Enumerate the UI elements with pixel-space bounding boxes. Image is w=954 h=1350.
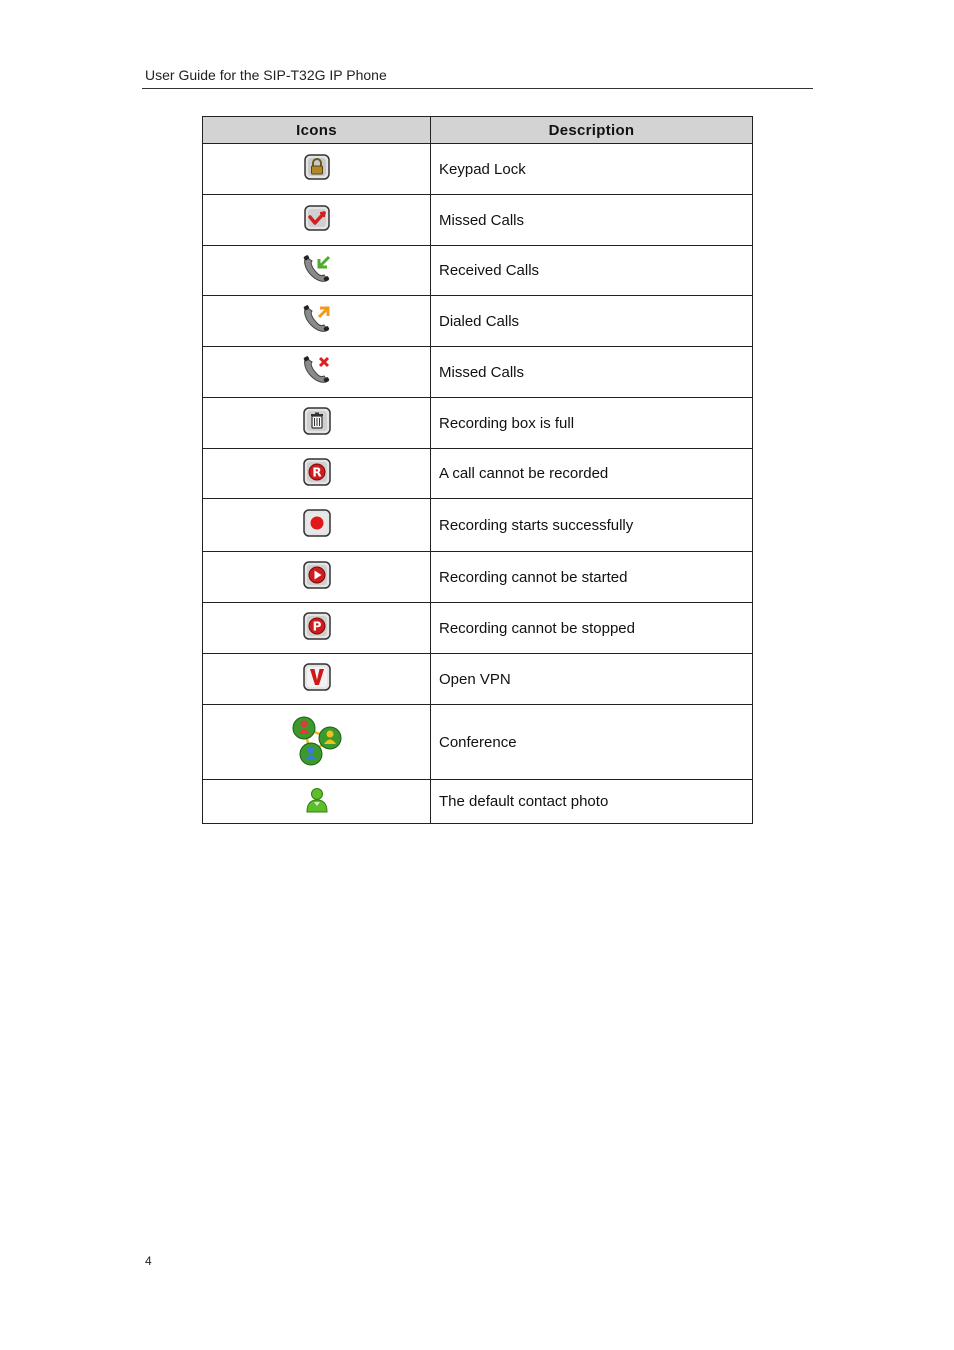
table-row bbox=[203, 780, 753, 824]
table-row bbox=[203, 144, 753, 195]
row-description: Recording starts successfully bbox=[431, 499, 753, 552]
column-header-icons: Icons bbox=[203, 117, 431, 144]
table-row bbox=[203, 705, 753, 780]
received-calls-icon bbox=[301, 253, 333, 289]
dialed-calls-icon bbox=[301, 303, 333, 339]
table-row bbox=[203, 347, 753, 398]
missed-calls-badge-icon bbox=[304, 205, 330, 235]
record-r-icon bbox=[303, 458, 331, 490]
row-description: Recording cannot be stopped bbox=[431, 603, 753, 654]
table-row bbox=[203, 603, 753, 654]
page-number: 4 bbox=[145, 1254, 152, 1268]
table-row bbox=[203, 654, 753, 705]
table-row bbox=[203, 296, 753, 347]
table-row bbox=[203, 449, 753, 499]
row-description: Missed Calls bbox=[431, 195, 753, 246]
table-header-row bbox=[203, 117, 753, 144]
row-description: Recording box is full bbox=[431, 398, 753, 449]
row-description: Keypad Lock bbox=[431, 144, 753, 195]
row-description: The default contact photo bbox=[431, 780, 753, 824]
missed-calls-icon bbox=[301, 354, 333, 390]
icons-table bbox=[202, 116, 753, 824]
table-row bbox=[203, 499, 753, 552]
row-description: Recording cannot be started bbox=[431, 552, 753, 603]
table-row bbox=[203, 398, 753, 449]
record-p-icon bbox=[303, 612, 331, 644]
record-dot-icon bbox=[303, 509, 331, 541]
row-description: Dialed Calls bbox=[431, 296, 753, 347]
table-row bbox=[203, 552, 753, 603]
column-header-description: Description bbox=[431, 117, 753, 144]
row-description: Missed Calls bbox=[431, 347, 753, 398]
trash-icon bbox=[303, 407, 331, 439]
row-description: Conference bbox=[431, 705, 753, 780]
row-description: A call cannot be recorded bbox=[431, 449, 753, 499]
table-row bbox=[203, 195, 753, 246]
svg-text:P: P bbox=[312, 619, 321, 634]
keypad-lock-icon bbox=[304, 154, 330, 184]
contact-photo-icon bbox=[305, 787, 329, 817]
header-rule bbox=[142, 88, 813, 89]
table-row bbox=[203, 246, 753, 296]
svg-text:R: R bbox=[311, 465, 322, 479]
row-description: Open VPN bbox=[431, 654, 753, 705]
running-header: User Guide for the SIP-T32G IP Phone bbox=[145, 67, 387, 83]
vpn-icon bbox=[303, 663, 331, 695]
row-description: Received Calls bbox=[431, 246, 753, 296]
conference-icon bbox=[289, 713, 345, 771]
record-play-icon bbox=[303, 561, 331, 593]
